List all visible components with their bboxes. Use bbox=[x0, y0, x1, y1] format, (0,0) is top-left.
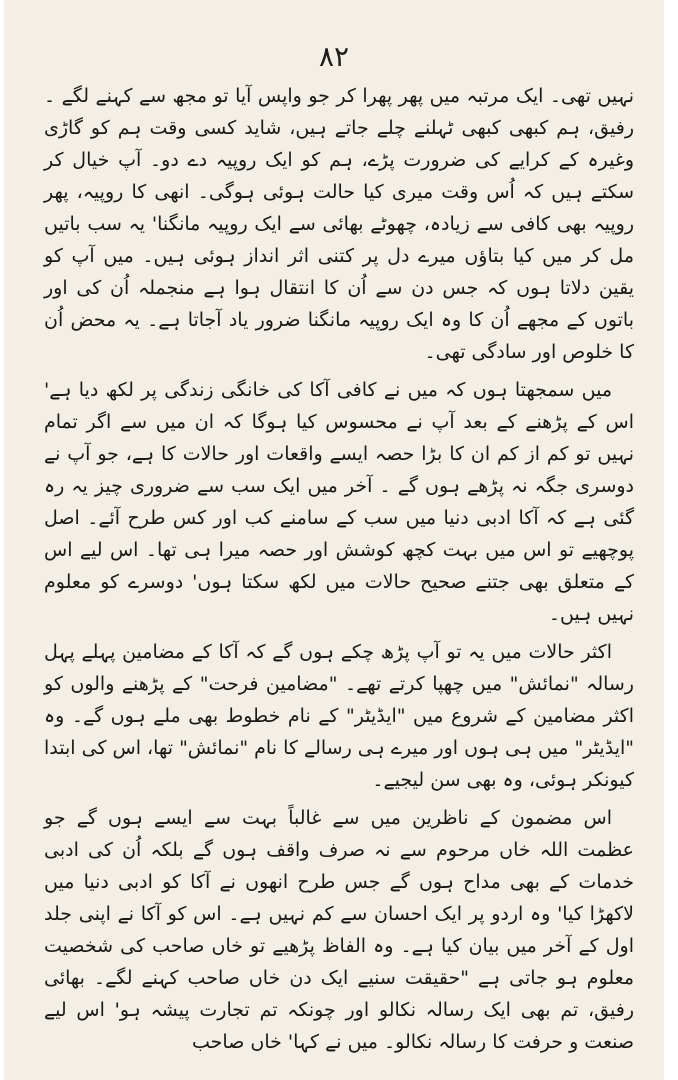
paragraph: اس مضمون کے ناظرین میں سے غالباً بہت سے ایسے ہوں گے جو عظمت اللہ خاں مرحوم سے نہ صرف واقف ہوں گے بلکہ اُن کی ادبی خدمات کے بھی مداح ہوں گے جس طرح انھوں نے آکا کو ادبی دنیا میں لاکھڑا کیا' وہ اردو پر ایک احسان سے کم نہیں ہے۔ اس کو آکا نے اپنی جلد اول کے آخر میں بیان کیا ہے۔ وہ الفاظ پڑھیے تو خاں صاحب کی شخصیت معلوم ہو جاتی ہے "حقیقت سنیے ایک دن خاں صاحب کہنے لگے۔ بھائی رفیق، تم بھی ایک رسالہ نکالو اور چونکہ تم تجارت پیشہ ہو' اس لیے صنعت و حرفت کا رسالہ نکالو۔ میں نے کہا' خاں صاحب bbox=[44, 807, 634, 1053]
book-page bbox=[4, 0, 664, 1080]
paragraph: اکثر حالات میں یہ تو آپ پڑھ چکے ہوں گے کہ آکا کے مضامین پہلے پہل رسالہ "نمائش" میں چھپا کرتے تھے۔ "مضامین فرحت" کے پڑھنے والوں کو اکثر مضامین کے شروع میں "ایڈیٹر" کے نام خطوط بھی ملے ہوں گے۔ وہ "ایڈیٹر" میں ہی ہوں اور میرے ہی رسالے کا نام "نمائش" تھا، اس کی ابتدا کیونکر ہوئی، وہ بھی سن لیجیے۔ bbox=[44, 641, 634, 791]
page-number: ۸۲ bbox=[318, 40, 350, 73]
body-text bbox=[44, 80, 634, 1064]
paragraph: میں سمجھتا ہوں کہ میں نے کافی آکا کی خانگی زندگی پر لکھ دیا ہے' اس کے پڑھنے کے بعد آپ نے محسوس کیا ہوگا کہ ان میں سے اگر تمام نہیں تو کم از کم ان کا بڑا حصہ ایسے واقعات اور حالات کا ہے، جو آپ نے دوسری جگہ نہ پڑھے ہوں گے ۔ آخر میں ایک سب سے ضروری چیز یہ رہ گئی ہے کہ آکا ادبی دنیا میں سب کے سامنے کب اور کس طرح آئے۔ اصل پوچھیے تو اس میں بہت کچھ کوشش اور حصہ میرا ہی تھا۔ اس لیے اس کے متعلق بھی جتنے صحیح حالات میں لکھ سکتا ہوں' دوسرے کو معلوم نہیں ہیں۔ bbox=[44, 379, 634, 625]
paragraph: نہیں تھی۔ ایک مرتبہ میں پھر پھرا کر جو واپس آیا تو مجھ سے کہنے لگے ۔ رفیق، ہم کبھی کبھی ٹہلنے چلے جاتے ہیں، شاید کسی وقت ہم کو گاڑی وغیرہ کے کرایے کی ضرورت پڑے، ہم کو ایک روپیہ دے دو۔ آپ خیال کر سکتے ہیں کہ اُس وقت میری کیا حالت ہوئی ہوگی۔ انھی کا روپیہ، پھر روپیہ بھی کافی سے زیادہ، چھوٹے بھائی سے ایک روپیہ مانگنا' یہ سب باتیں مل کر میں کیا بتاؤں میرے دل پر کتنی اثر انداز ہوئی ہیں۔ میں آپ کو یقین دلاتا ہوں کہ جس دن سے اُن کا انتقال ہوا ہے منجملہ اُن کی اور باتوں کے مجھے اُن کا وہ ایک روپیہ مانگنا ضرور یاد آجاتا ہے۔ یہ محض اُن کا خلوص اور سادگی تھی۔ bbox=[44, 85, 634, 363]
